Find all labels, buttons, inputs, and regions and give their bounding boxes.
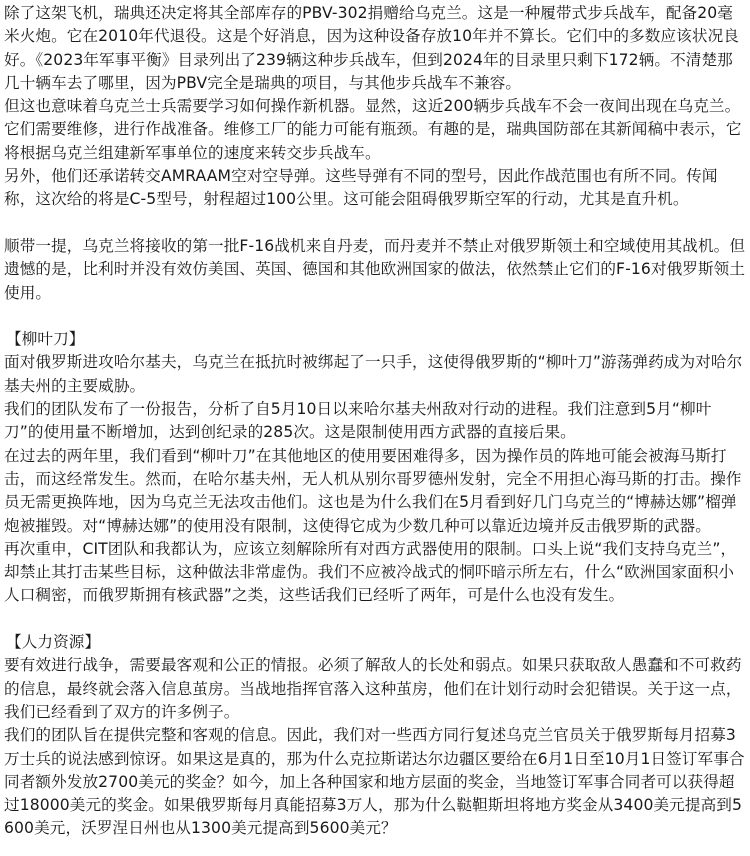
paragraph: 我们的团队发布了一份报告，分析了自5月10日以来哈尔基夫州敌对行动的进程。我们注意到5月“柳叶刀”的使用量不断增加，达到创纪录的285次。这是限制使用西方武器的直接后果。 [4,400,712,442]
section-heading-lancet: 【柳叶刀】 [6,330,85,349]
article-body [4,2,746,841]
paragraph: 顺带一提，乌克兰将接收的第一批F-16战机来自丹麦，而丹麦并不禁止对俄罗斯领土和空域使用其战机。但遗憾的是，比利时并没有效仿美国、英国、德国和其他欧洲国家的做法，依然禁止它们的F-16对俄罗斯领土使用。 [4,236,746,302]
paragraph: 要有效进行战争，需要最客观和公正的情报。必须了解敌人的长处和弱点。如果只获取敌人愚蠢和不可救药的信息，最终就会落入信息茧房。当战地指挥官落入这种茧房，他们在计划行动时会犯错误。关于这一点，我们已经看到了双方的许多例子。 [4,656,742,721]
paragraph: 面对俄罗斯进攻哈尔基夫，乌克兰在抵抗时被绑起了一只手，这使得俄罗斯的“柳叶刀”游荡弹药成为对哈尔基夫州的主要威胁。 [4,353,743,395]
paragraph: 但这也意味着乌克兰士兵需要学习如何操作新机器。显然，这近200辆步兵战车不会一夜间出现在乌克兰。它们需要维修，进行作战准备。维修工厂的能力可能有瓶颈。有趣的是，瑞典国防部在其新闻稿中表示，它将根据乌克兰组建新军事单位的速度来转交步兵战车。 [4,97,742,162]
paragraph-spacer [4,305,746,328]
paragraph: 我们的团队旨在提供完整和客观的信息。因此，我们对一些西方同行复述乌克兰官员关于俄罗斯每月招募3万士兵的说法感到惊讶。如果这是真的，那为什么克拉斯诺达尔边疆区要给在6月1日至10月1日签订军事合同者额外发放2700美元的奖金？如今，加上各种国家和地方层面的奖金，当地签订军事合同者可以获得超过18000美元的奖金。如果俄罗斯每月真能招募3万人，那为什么鞑靼斯坦将地方奖金从3400美元提高到5600美元，沃罗涅日州也从1300美元提高到5600美元？ [4,726,745,838]
paragraph: 在过去的两年里，我们看到“柳叶刀”在其他地区的使用要困难得多，因为操作员的阵地可能会被海马斯打击，而这经常发生。然而，在哈尔基夫州，无人机从别尔哥罗德州发射，完全不用担心海马斯的打击。操作员无需更换阵地，因为乌克兰无法攻击他们。这也是为什么我们在5月看到好几门乌克兰的“博赫达娜”榴弹炮被摧毁。对“博赫达娜”的使用没有限制，这使得它成为少数几种可以靠近边境并反击俄罗斯的武器。 [4,446,742,535]
paragraph: 再次重申，CIT团队和我都认为，应该立刻解除所有对西方武器使用的限制。口头上说“我们支持乌克兰”，却禁止其打击某些目标，这种做法非常虚伪。我们不应被冷战式的恫吓暗示所左右，什么“欧洲国家面积小人口稠密，而俄罗斯拥有核武器”之类，这些话我们已经听了两年，可是什么也没有发生。 [4,539,737,605]
paragraph: 另外，他们还承诺转交AMRAAM空对空导弹。这些导弹有不同的型号，因此作战范围也有所不同。传闻称，这次给的将是C-5型号，射程超过100公里。这可能会阻碍俄罗斯空军的行动，尤其是直升机。 [4,167,718,209]
paragraph: 除了这架飞机，瑞典还决定将其全部库存的PBV-302捐赠给乌克兰。这是一种履带式步兵战车，配备20毫米火炮。它在2010年代退役。这是个好消息，因为这种设备存放10年并不算长。它们中的多数应该状况良好。《2023年军事平衡》目录列出了239辆这种步兵战车，但到2024年的目录里只剩下172辆。不清楚那几十辆车去了哪里，因为PBV完全是瑞典的项目，与其他步兵战车不兼容。 [4,4,739,92]
paragraph-spacer [4,608,746,631]
section-heading-human-resources: 【人力资源】 [6,633,101,652]
paragraph-spacer [4,212,746,235]
